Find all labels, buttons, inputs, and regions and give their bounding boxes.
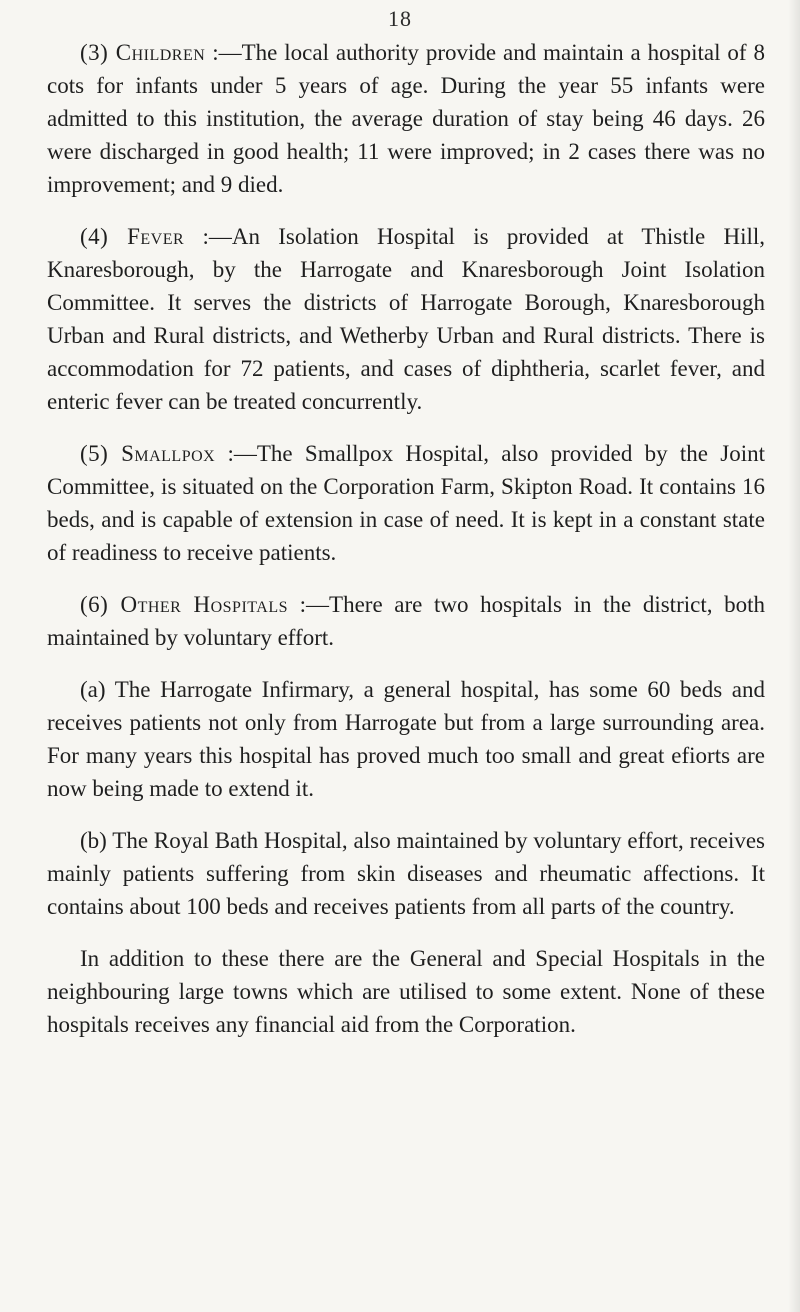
page-number: 18 <box>388 6 412 31</box>
body-text <box>47 36 765 1060</box>
paragraph-fever <box>47 220 765 418</box>
section-text-fever: :—An Isolation Hospital is provided at Thistle Hill, Knaresborough, by the Harrogate and Knaresborough Joint Isolation Committee. It serves the districts of Harrogate Borough, Knaresborough Urban and Rural districts, and Wetherby Urban and Rural districts. There is accommodation for 72 patients, and cases of diphtheria, scarlet fever, and enteric fever can be treated concurrently. <box>47 224 765 414</box>
section-heading-fever: (4) Fever <box>80 224 185 249</box>
section-text-smallpox: :—The Smallpox Hospital, also provided by the Joint Committee, is situated on the Corporation Farm, Skipton Road. It contains 16 beds, and is capable of extension in case of need. It is kept in a constant state of readiness to receive patients. <box>47 441 765 565</box>
paragraph-other-hospitals <box>47 588 765 654</box>
page-edge-shadow <box>788 0 800 1312</box>
paragraph-additional-hospitals: In addition to these there are the General and Special Hospitals in the neighbouring large towns which are utilised to some extent. None of these hospitals receives any financial aid from the Corporation. <box>47 946 765 1037</box>
section-heading-smallpox: (5) Smallpox <box>80 441 216 466</box>
paragraph-royal-bath-hospital: (b) The Royal Bath Hospital, also maintained by voluntary effort, receives mainly patients suffering from skin diseases and rheumatic affections. It contains about 100 beds and receives patients from all parts of the country. <box>47 828 765 919</box>
paragraph-children <box>47 36 765 201</box>
section-heading-other-hospitals: (6) Other Hospitals <box>80 592 288 617</box>
section-text-other-hospitals: :—There are two hospitals in the district, both maintained by voluntary effort. <box>47 592 765 650</box>
paragraph-harrogate-infirmary: (a) The Harrogate Infirmary, a general hospital, has some 60 beds and receives patients not only from Harrogate but from a large surrounding area. For many years this hospital has proved much too small and great efiorts are now being made to extend it. <box>47 677 765 801</box>
section-text-children: :—The local authority provide and maintain a hospital of 8 cots for infants under 5 years of age. During the year 55 infants were admitted to this institution, the average duration of stay being 46 days. 26 were discharged in good health; 11 were improved; in 2 cases there was no improvement; and 9 died. <box>47 40 765 197</box>
section-heading-children: (3) Children <box>80 40 206 65</box>
paragraph-smallpox <box>47 437 765 569</box>
